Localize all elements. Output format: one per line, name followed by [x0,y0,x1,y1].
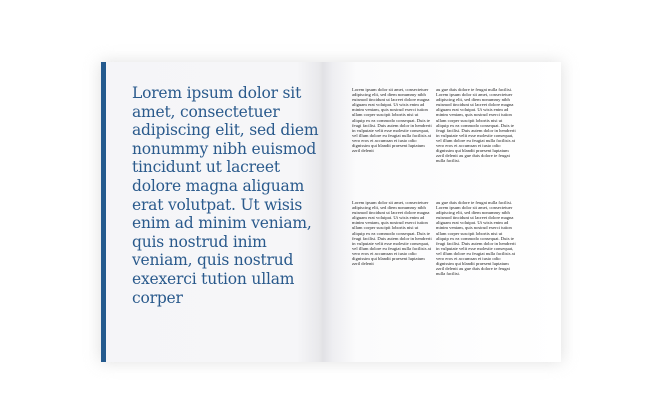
right-page [323,62,561,362]
pull-quote: Lorem ipsum dolor sit amet, consectetuer adipiscing elit, sed diem nonummy nibh euismod tincidunt ut lacreet dolore magna aliguam erat volutpat. Ut wisis enim ad minim veniam, quis nostrud inim veniam, quis nostrud exexerci tution ullam corper [132,84,319,307]
body-column-bottom-right: au gue duis dolore te feugat nulla facilisi. Lorem ipsum dolor sit amet, consectetuer adipiscing elit, sed diem nonummy nibh euismod tincidunt ut lacreet dolore magna aliguam erat volutpat. Ut wisis enim ad minim veniam, quis nostrud exerci tution ullam corper suscipit lobortis nisi ut aliquip ex ea commodo consequat. Duis te feugi facilisi. Duis autem dolor in hendrerit in vulputate velit esse molestie consequat, vel illum dolore eu feugiat nulla facilisis at vero eros et accumsan et iusto odio dignissim qui blandit praesent luptatum zzril delenit au gue duis dolore te feugat nulla facilisi. [436,200,516,277]
body-column-top-right: au gue duis dolore te feugat nulla facilisi. Lorem ipsum dolor sit amet, consectetuer adipiscing elit, sed diem nonummy nibh euismod tincidunt ut lacreet dolore magna aliguam erat volutpat. Ut wisis enim ad minim veniam, quis nostrud exerci tution ullam corper suscipit lobortis nisi ut aliquip ex ea commodo consequat. Duis te feugi facilisi. Duis autem dolor in hendrerit in vulputate velit esse molestie consequat, vel illum dolore eu feugiat nulla facilisis at vero eros et accumsan et iusto odio dignissim qui blandit praesent luptatum zzril delenit au gue duis dolore te feugat nulla facilisi. [436,87,516,164]
body-column-top-left: Lorem ipsum dolor sit amet, consectetuer adipiscing elit, sed diem nonummy nibh euismod tincidunt ut lacreet dolore magna aliguam erat volutpat. Ut wisis enim ad minim veniam, quis nostrud exerci tution ullam corper suscipit lobortis nisi ut aliquip ex ea commodo consequat. Duis te feugi facilisi. Duis autem dolor in hendrerit in vulputate velit esse molestie consequat, vel illum dolore eu feugiat nulla facilisis at vero eros et accumsan et iusto odio dignissim qui blandit praesent luptatum zzril delenit [352,87,432,154]
body-column-bottom-left: Lorem ipsum dolor sit amet, consectetuer adipiscing elit, sed diem nonummy nibh euismod tincidunt ut lacreet dolore magna aliguam erat volutpat. Ut wisis enim ad minim veniam, quis nostrud exerci tution ullam corper suscipit lobortis nisi ut aliquip ex ea commodo consequat. Duis te feugi facilisi. Duis autem dolor in hendrerit in vulputate velit esse molestie consequat, vel illum dolore eu feugiat nulla facilisis at vero eros et accumsan et iusto odio dignissim qui blandit praesent luptatum zzril delenit [352,200,432,267]
left-page [101,62,323,362]
